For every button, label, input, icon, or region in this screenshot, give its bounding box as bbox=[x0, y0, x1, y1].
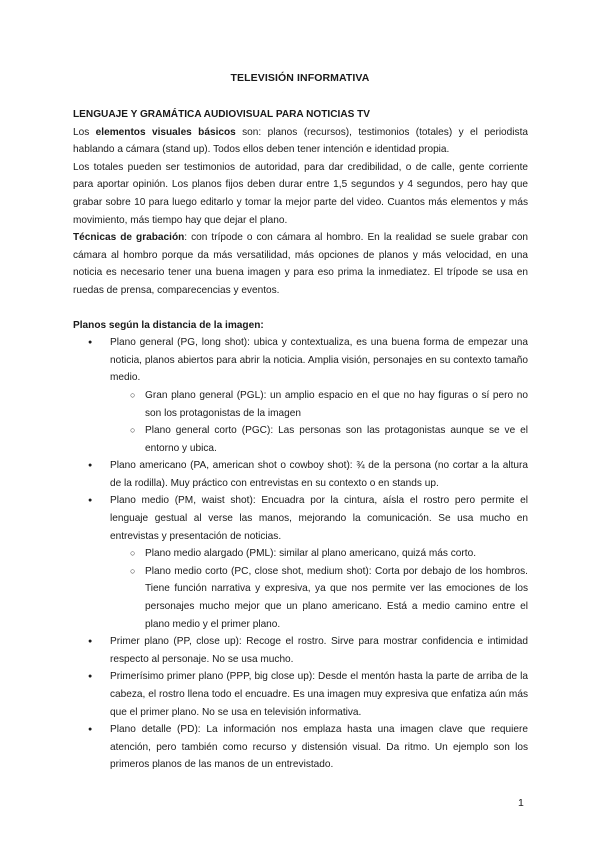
list-heading: Planos según la distancia de la imagen: bbox=[73, 319, 264, 331]
spacer bbox=[73, 300, 528, 317]
list-item-primer-plano: ● Primer plano (PP, close up): Recoge el rostro. Sirve para mostrar confidencia e intimidad respecto al personaje. No se usa mucho. bbox=[73, 633, 528, 668]
document-body bbox=[73, 106, 528, 774]
paragraph-totales: Los totales pueden ser testimonios de autoridad, para dar credibilidad, o de calle, gente corriente para aportar opinión. Los planos fijos deben durar entre 1,5 segundos y 4 segundos, pero hay que grabar sobre 10 para luego editarlo y tomar la mejor parte del video. Cuantos más elementos y más movimiento, más tiempo hay que dejar el plano. bbox=[73, 161, 528, 226]
para3-bold: Técnicas de grabación bbox=[73, 232, 185, 244]
sub-item-plano-medio-alargado: ○ Plano medio alargado (PML): similar al plano americano, quizá más corto. bbox=[145, 545, 528, 563]
list-item-plano-general: ● Plano general (PG, long shot): ubica y contextualiza, es una buena forma de empezar una noticia, planos abiertos para abrir la noticia. Amplia visión, personajes en su contexto tamaño medio. bbox=[73, 334, 528, 387]
shot-list bbox=[73, 334, 528, 774]
list-item-plano-medio: ● Plano medio (PM, waist shot): Encuadra por la cintura, aísla el rostro pero permite el lenguaje gestual al verse las manos, mejorando la comunicación. Se usa mucho en entrevistas y presentación de noticias. bbox=[73, 492, 528, 545]
list-item-plano-americano: ● Plano americano (PA, american shot o cowboy shot): ¾ de la persona (no cortar a la altura de la rodilla). Muy práctico con entrevistas en su contexto o en stands up. bbox=[73, 457, 528, 492]
list-item-plano-detalle: ● Plano detalle (PD): La información nos emplaza hasta una imagen clave que requiere atención, pero también como recurso y distensión visual. Da ritmo. Un ejemplo son los primeros planos de las manos de un entrevistado. bbox=[73, 721, 528, 774]
sub-item-plano-general-corto: ○ Plano general corto (PGC): Las personas son las protagonistas aunque se ve el entorno y ubica. bbox=[145, 422, 528, 457]
paragraph-tecnicas bbox=[73, 229, 528, 299]
list-item-primerisimo-primer-plano: ● Primerísimo primer plano (PPP, big close up): Desde el mentón hasta la parte de arriba de la cabeza, el rostro llena todo el encuadre. Es una imagen muy expresiva que enfatiza aún más que el primer plano. No se usa en televisión informativa. bbox=[73, 668, 528, 721]
page-number: 1 bbox=[518, 797, 524, 809]
para1-bold: elementos visuales básicos bbox=[95, 126, 236, 138]
sub-item-plano-medio-corto: ○ Plano medio corto (PC, close shot, medium shot): Corta por debajo de los hombros. Tiene función narrativa y expresiva, ya que nos permite ver las emociones de los personajes mucho mejor que un plano americano. Está a medio camino entre el plano medio y el primer plano. bbox=[145, 563, 528, 633]
sub-item-gran-plano-general: ○ Gran plano general (PGL): un amplio espacio en el que no hay figuras o sí pero no son los protagonistas de la imagen bbox=[145, 387, 528, 422]
document-title: TELEVISIÓN INFORMATIVA bbox=[230, 72, 370, 84]
para1-pre: Los bbox=[73, 126, 96, 138]
para1-post: son: planos (recursos), testimonios (totales) y el periodista hablando a cámara (stand up). Todos ellos deben tener intención e identidad propia. bbox=[73, 126, 528, 156]
para3-post: : con trípode o con cámara al hombro. En la realidad se suele grabar con cámara al hombro porque da más versatilidad, más opciones de planos y más velocidad, en una noticia es necesario tener una buena imagen y para eso prima la inmediatez. El trípode se usa en ruedas de prensa, comparecencias y eventos. bbox=[73, 232, 528, 296]
paragraph-elements bbox=[73, 124, 528, 159]
section-heading: LENGUAJE Y GRAMÁTICA AUDIOVISUAL PARA NOTICIAS TV bbox=[73, 109, 371, 120]
